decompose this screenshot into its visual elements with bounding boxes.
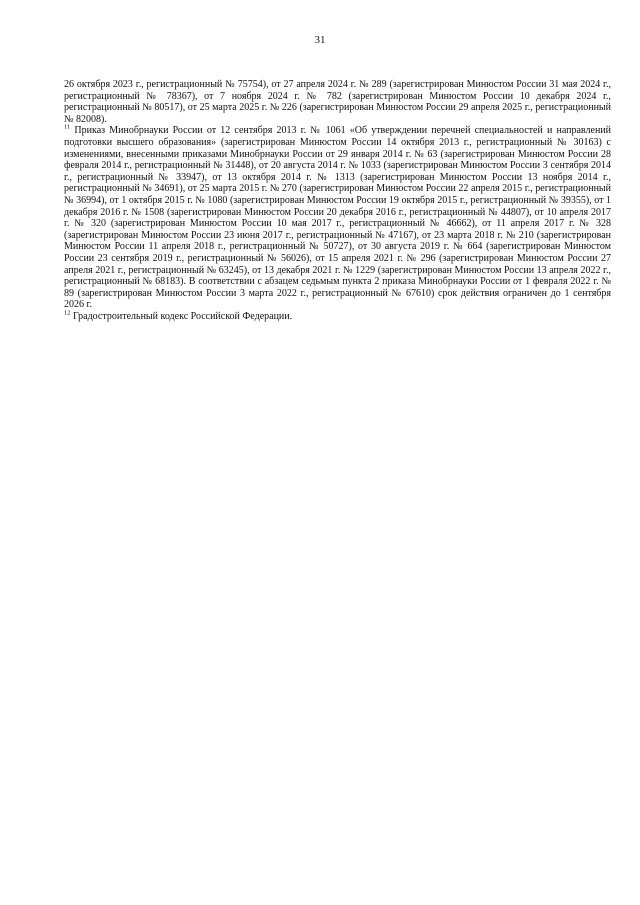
- footnote-12: [64, 311, 611, 323]
- footnote-marker: 11: [64, 124, 71, 132]
- footnote-continuation: [64, 79, 611, 125]
- footnotes-block: [64, 79, 611, 322]
- footnote-text: Градостроительный кодекс Российской Федерации.: [73, 310, 293, 322]
- page-number: 31: [314, 34, 326, 46]
- footnote-11: [64, 125, 611, 311]
- footnote-text: 26 октября 2023 г., регистрационный № 75754), от 27 апреля 2024 г. № 289 (зарегистрирован Минюстом России 31 мая 2024 г., регистрационный № 78367), от 7 ноября 2024 г. № 782 (зарегистрирован Минюстом России 10 декабря 2024 г., регистрационный № 80517), от 25 марта 2025 г. № 226 (зарегистрирован Минюстом России 29 апреля 2025 г., регистрационный № 82008).: [64, 79, 611, 125]
- footnote-text: Приказ Минобрнауки России от 12 сентября 2013 г. № 1061 «Об утверждении перечней специальностей и направлений подготовки высшего образования» (зарегистрирован Минюстом России 14 октября 2013 г., регистрационный № 30163) с изменениями, внесенными приказами Минобрнауки России от 29 января 2014 г. № 63 (зарегистрирован Минюстом России 28 февраля 2014 г., регистрационный № 31448), от 20 августа 2014 г. № 1033 (зарегистрирован Минюстом России 3 сентября 2014 г., регистрационный № 33947), от 13 октября 2014 г. № 1313 (зарегистрирован Минюстом России 13 ноября 2014 г., регистрационный № 34691), от 25 марта 2015 г. № 270 (зарегистрирован Минюстом России 22 апреля 2015 г., регистрационный № 36994), от 1 октября 2015 г. № 1080 (зарегистрирован Минюстом России 19 октября 2015 г., регистрационный № 39355), от 1 декабря 2016 г. № 1508 (зарегистрирован Минюстом России 20 декабря 2016 г., регистрационный № 44807), от 10 апреля 2017 г. № 320 (зарегистрирован Минюстом России 10 мая 2017 г., регистрационный № 46662), от 11 апреля 2017 г. № 328 (зарегистрирован Минюстом России 23 июня 2017 г., регистрационный № 47167), от 23 марта 2018 г. № 210 (зарегистрирован Минюстом России 11 апреля 2018 г., регистрационный № 50727), от 30 августа 2019 г. № 664 (зарегистрирован Минюстом России 23 сентября 2019 г., регистрационный № 56026), от 15 апреля 2021 г. № 296 (зарегистрирован Минюстом России 27 апреля 2021 г., регистрационный № 63245), от 13 декабря 2021 г. № 1229 (зарегистрирован Минюстом России 13 апреля 2022 г., регистрационный № 68183). В соответствии с абзацем седьмым пункта 2 приказа Минобрнауки России от 1 февраля 2022 г. № 89 (зарегистрирован Минюстом России 3 марта 2022 г., регистрационный № 67610) срок действия ограничен до 1 сентября 2026 г.: [64, 125, 611, 311]
- footnote-marker: 12: [64, 309, 71, 317]
